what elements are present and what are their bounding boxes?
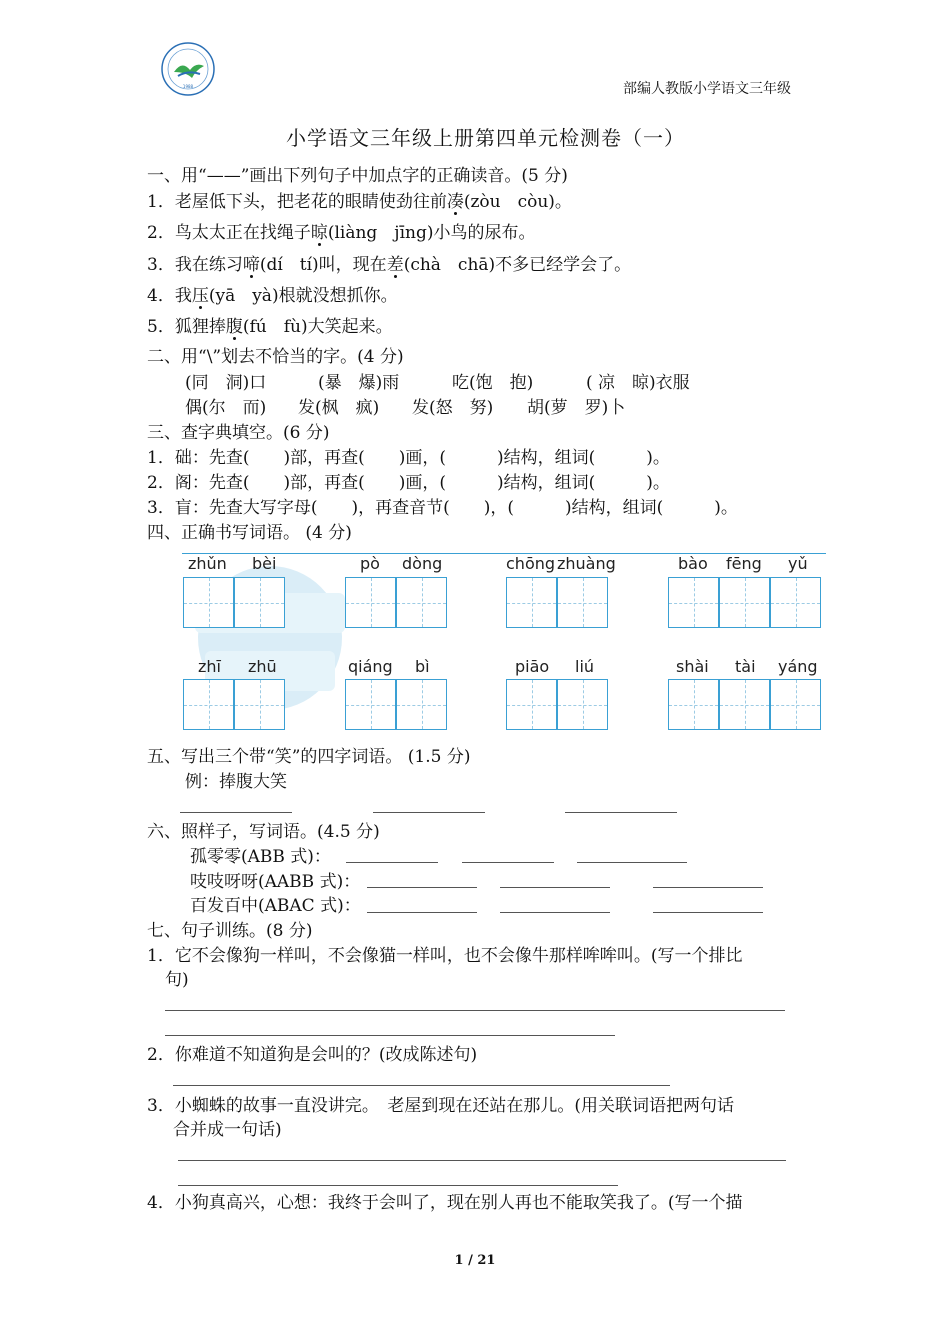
pinyin-writing-grid (182, 553, 826, 731)
s2-word: 吃(饱 抱) (452, 373, 534, 393)
answer-line[interactable] (165, 1035, 615, 1036)
writing-box[interactable] (234, 679, 285, 730)
writing-box[interactable] (506, 577, 557, 628)
section-3-heading: 三、查字典填空。(6 分) (147, 423, 330, 443)
answer-line[interactable] (653, 912, 763, 913)
writing-box[interactable] (557, 679, 608, 730)
s2-word: 发(枫 疯) (298, 398, 380, 418)
pinyin: shài (676, 657, 709, 676)
s2-word: (同 洞)口 (185, 373, 267, 393)
pinyin: yáng (778, 657, 818, 676)
answer-line[interactable] (178, 1185, 618, 1186)
pinyin: dòng (402, 554, 443, 573)
pinyin: yǔ (788, 554, 808, 573)
section-1-heading: 一、用“——”画出下列句子中加点字的正确读音。(5 分) (147, 166, 568, 186)
s7-q4: 4．小狗真高兴，心想：我终于会叫了，现在别人再也不能取笑我了。(写一个描 (147, 1193, 743, 1213)
answer-line[interactable] (178, 1160, 786, 1161)
pinyin: fēng (726, 554, 762, 573)
writing-box[interactable] (183, 577, 234, 628)
s2-word: (暴 爆)雨 (318, 373, 400, 393)
s1-item-3: 3．我在练习啼(dí tí)叫，现在差(chà chā)不多已经学会了。 (147, 255, 632, 275)
s1-item-5: 5．狐狸捧腹(fú fù)大笑起来。 (147, 317, 393, 337)
writing-box[interactable] (506, 679, 557, 730)
answer-line[interactable] (180, 812, 292, 813)
answer-line[interactable] (653, 887, 763, 888)
section-2-heading: 二、用“\”划去不恰当的字。(4 分) (147, 347, 404, 367)
writing-box[interactable] (557, 577, 608, 628)
page-title: 小学语文三年级上册第四单元检测卷（一） (286, 126, 685, 150)
section-7-heading: 七、句子训练。(8 分) (147, 921, 313, 941)
writing-box[interactable] (183, 679, 234, 730)
pinyin: chōng (506, 554, 556, 573)
writing-box[interactable] (770, 577, 821, 628)
header-grade-label: 部编人教版小学语文三年级 (623, 81, 791, 97)
writing-box[interactable] (668, 577, 719, 628)
s7-q3-cont: 合并成一句话) (173, 1120, 282, 1140)
page-number: 1 / 21 (454, 1253, 496, 1268)
s7-q3: 3．小蜘蛛的故事一直没讲完。 老屋到现在还站在那儿。(用关联词语把两句话 (147, 1096, 734, 1116)
answer-line[interactable] (173, 1085, 670, 1086)
s3-item-1: 1．础：先查( )部，再查( )画，( )结构，组词( )。 (147, 448, 670, 468)
pinyin: liú (575, 657, 595, 676)
answer-line[interactable] (346, 862, 438, 863)
s1-item-1: 1．老屋低下头，把老花的眼睛使劲往前凑(zòu còu)。 (147, 192, 572, 212)
writing-box[interactable] (345, 577, 396, 628)
pinyin: piāo (515, 657, 550, 676)
writing-box[interactable] (668, 679, 719, 730)
answer-line[interactable] (373, 812, 485, 813)
pinyin: bì (415, 657, 430, 676)
s1-item-4: 4．我压(yā yà)根就没想抓你。 (147, 286, 398, 306)
writing-box[interactable] (396, 577, 447, 628)
answer-line[interactable] (367, 912, 477, 913)
pinyin: bèi (252, 554, 277, 573)
pinyin: zhǔn (188, 554, 227, 573)
s3-item-3: 3．盲：先查大写字母( )，再查音节( )，( )结构，组词( )。 (147, 498, 738, 518)
s6-row-label: 孤零零(ABB 式)： (190, 847, 331, 867)
pinyin: bào (678, 554, 708, 573)
section-5-heading: 五、写出三个带“笑”的四字词语。 (1.5 分) (147, 747, 471, 767)
s6-row-label: 百发百中(ABAC 式)： (190, 896, 361, 916)
pinyin: zhuàng (557, 554, 616, 573)
answer-line[interactable] (500, 912, 610, 913)
writing-box[interactable] (719, 577, 770, 628)
writing-box[interactable] (345, 679, 396, 730)
s2-word: 发(怒 努) (412, 398, 494, 418)
s2-word: 胡(萝 罗)卜 (527, 398, 626, 418)
s7-q2: 2．你难道不知道狗是会叫的？(改成陈述句) (147, 1045, 478, 1065)
pinyin: tài (735, 657, 756, 676)
pinyin: zhū (248, 657, 277, 676)
pinyin: pò (360, 554, 380, 573)
s1-item-2: 2．鸟太太正在找绳子晾(liàng jīng)小鸟的尿布。 (147, 223, 536, 243)
section-4-heading: 四、正确书写词语。 (4 分) (147, 523, 352, 543)
writing-box[interactable] (719, 679, 770, 730)
school-logo (152, 40, 224, 98)
s3-item-2: 2．阁：先查( )部，再查( )画，( )结构，组词( )。 (147, 473, 670, 493)
answer-line[interactable] (565, 812, 677, 813)
svg-text:1988: 1988 (182, 84, 194, 89)
answer-line[interactable] (500, 887, 610, 888)
s7-q1-cont: 句) (165, 970, 189, 990)
s2-word: 偶(尔 而) (185, 398, 267, 418)
s6-row-label: 吱吱呀呀(AABB 式)： (190, 872, 361, 892)
answer-line[interactable] (165, 1010, 785, 1011)
writing-box[interactable] (396, 679, 447, 730)
section-6-heading: 六、照样子，写词语。(4.5 分) (147, 822, 380, 842)
writing-box[interactable] (770, 679, 821, 730)
s5-example: 例：捧腹大笑 (185, 772, 287, 792)
answer-line[interactable] (462, 862, 554, 863)
answer-line[interactable] (367, 887, 477, 888)
answer-line[interactable] (577, 862, 687, 863)
writing-box[interactable] (234, 577, 285, 628)
s2-word: ( 凉 晾)衣服 (586, 373, 690, 393)
pinyin: qiáng (348, 657, 393, 676)
pinyin: zhī (198, 657, 221, 676)
s7-q1: 1．它不会像狗一样叫，不会像猫一样叫，也不会像牛那样哞哞叫。(写一个排比 (147, 946, 743, 966)
